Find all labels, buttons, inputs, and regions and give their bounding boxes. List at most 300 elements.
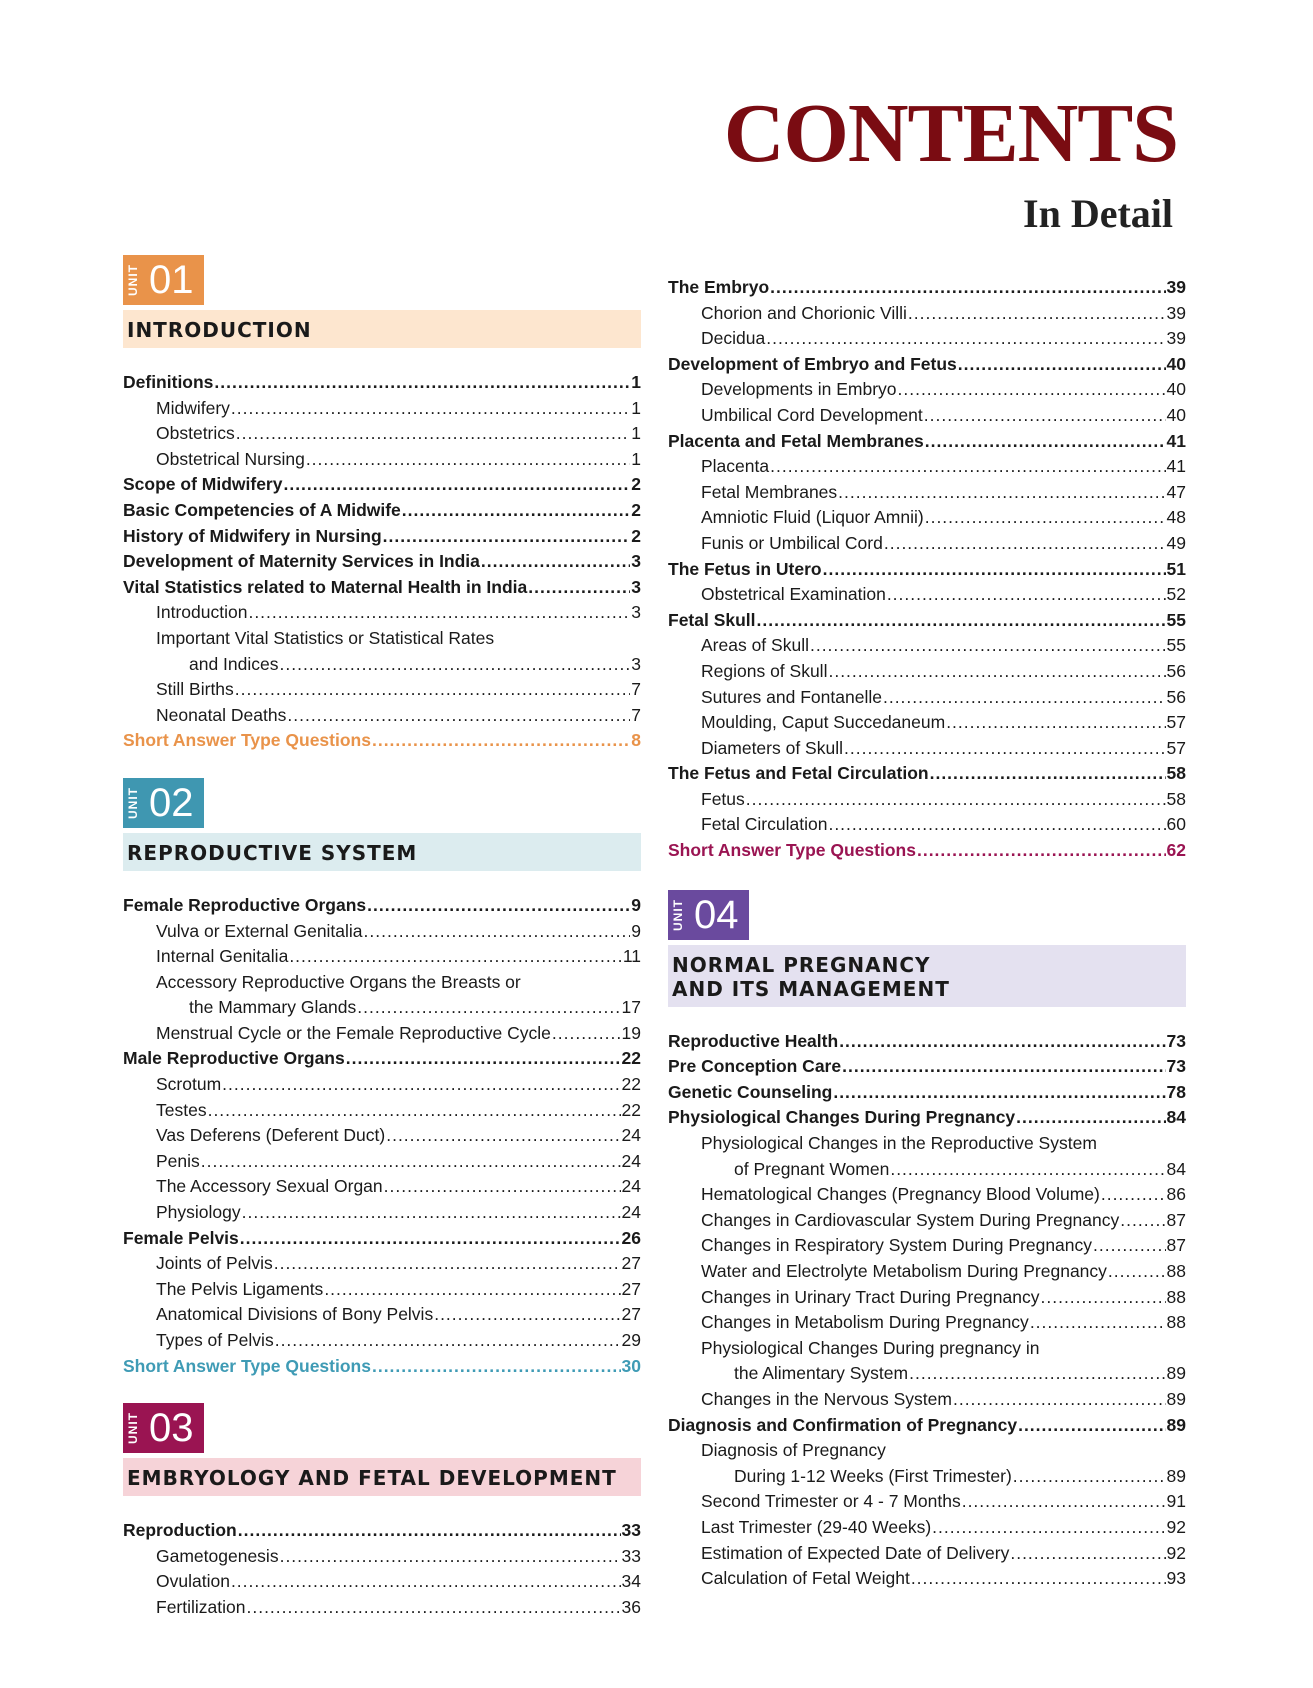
toc-entry[interactable] (123, 1569, 641, 1595)
toc-entry[interactable] (123, 549, 641, 575)
toc-entry-title: Changes in Metabolism During Pregnancy (701, 1312, 1029, 1333)
toc-entry[interactable] (123, 447, 641, 473)
toc-entry[interactable] (123, 1328, 641, 1354)
toc-entry[interactable] (668, 633, 1186, 659)
toc-entry-title: the Alimentary System (734, 1363, 909, 1384)
toc-leader-dots (208, 1098, 621, 1124)
toc-entry[interactable] (668, 301, 1186, 327)
unit-entries (123, 1518, 641, 1620)
unit-title-bar (123, 1458, 641, 1496)
toc-page-number: 91 (1166, 1491, 1186, 1512)
toc-page-number: 2 (631, 499, 641, 520)
toc-entry[interactable] (123, 1354, 641, 1380)
toc-leader-dots (930, 761, 1166, 787)
toc-leader-dots (828, 659, 1165, 685)
unit-title-bar (668, 945, 1186, 1007)
unit-badge (123, 1403, 204, 1453)
toc-entry-title: Menstrual Cycle or the Female Reproductive Cycle (156, 1022, 551, 1043)
toc-entry-title: the Mammary Glands (189, 997, 357, 1018)
toc-leader-dots (280, 1544, 621, 1570)
unit-section (123, 778, 641, 1379)
toc-entry-title: Important Vital Statistics or Statistical Rates (156, 627, 495, 648)
toc-entry[interactable] (668, 403, 1186, 429)
toc-entry[interactable] (668, 812, 1186, 838)
toc-leader-dots (201, 1149, 621, 1175)
toc-page-number: 11 (622, 946, 641, 967)
toc-page-number: 86 (1166, 1184, 1186, 1205)
toc-entry[interactable] (668, 1029, 1186, 1055)
toc-entry[interactable] (123, 396, 641, 422)
toc-leader-dots (346, 1046, 621, 1072)
toc-entry[interactable] (123, 1098, 641, 1124)
toc-entry[interactable] (123, 1149, 641, 1175)
toc-leader-dots (1101, 1182, 1166, 1208)
toc-entry-title: Estimation of Expected Date of Delivery (701, 1542, 1010, 1563)
toc-leader-dots (770, 454, 1165, 480)
toc-entry[interactable] (123, 1021, 641, 1047)
toc-leader-dots (766, 326, 1165, 352)
toc-entry-title: Physiological Changes During Pregnancy (668, 1107, 1016, 1128)
toc-page-number: 1 (631, 448, 641, 469)
unit-label: UNIT (671, 898, 685, 931)
unit-badge (123, 255, 204, 305)
toc-page-number: 87 (1166, 1209, 1186, 1230)
toc-leader-dots (383, 524, 631, 550)
toc-entry[interactable] (668, 1157, 1186, 1183)
toc-entry-title: Accessory Reproductive Organs the Breasts or (156, 971, 521, 992)
toc-page-number: 73 (1166, 1030, 1186, 1051)
toc-leader-dots (844, 736, 1166, 762)
toc-leader-dots (828, 812, 1165, 838)
toc-entry-title: Amniotic Fluid (Liquor Amnii) (701, 507, 924, 528)
toc-leader-dots (810, 633, 1166, 659)
toc-entry[interactable] (668, 1233, 1186, 1259)
toc-entry[interactable] (123, 1226, 641, 1252)
toc-page-number: 24 (621, 1202, 641, 1223)
toc-entry-title: Testes (156, 1099, 207, 1120)
toc-leader-dots (823, 557, 1166, 583)
toc-entry-title: During 1-12 Weeks (First Trimester) (734, 1465, 1012, 1486)
toc-entry-title: The Fetus and Fetal Circulation (668, 763, 929, 784)
toc-entry-title: Female Reproductive Organs (123, 894, 367, 915)
toc-leader-dots (481, 549, 630, 575)
toc-entry[interactable] (668, 557, 1186, 583)
toc-entry-title: Placenta and Fetal Membranes (668, 430, 924, 451)
toc-entry[interactable] (668, 1515, 1186, 1541)
toc-page-number: 24 (621, 1176, 641, 1197)
contents-column-right (668, 275, 1186, 1616)
toc-entry-title: Calculation of Fetal Weight (701, 1568, 910, 1589)
toc-page-number: 1 (631, 423, 641, 444)
toc-page-number: 7 (631, 679, 641, 700)
toc-page-number: 92 (1166, 1542, 1186, 1563)
unit-title: REPRODUCTIVE SYSTEM (127, 840, 418, 865)
toc-entry[interactable] (123, 1251, 641, 1277)
toc-page-number: 57 (1166, 712, 1186, 733)
toc-entry[interactable] (123, 1518, 641, 1544)
unit-section (123, 1403, 641, 1620)
toc-page-number: 48 (1166, 507, 1186, 528)
toc-entry-title: Short Answer Type Questions (123, 730, 371, 751)
toc-entry-title: Moulding, Caput Succedaneum (701, 712, 946, 733)
unit-entries (123, 893, 641, 1379)
toc-leader-dots (289, 944, 622, 970)
toc-page-number: 3 (631, 551, 641, 572)
toc-entry-title: Neonatal Deaths (156, 704, 287, 725)
toc-leader-dots (1013, 1464, 1166, 1490)
toc-page-number: 9 (631, 920, 641, 941)
toc-leader-dots (746, 787, 1166, 813)
toc-leader-dots (372, 728, 630, 754)
unit-label: UNIT (126, 264, 140, 296)
toc-leader-dots (909, 1361, 1165, 1387)
toc-entry-title: Fertilization (156, 1596, 246, 1617)
toc-entry-title: Water and Electrolyte Metabolism During Pregnancy (701, 1261, 1107, 1281)
toc-page-number: 88 (1166, 1261, 1186, 1281)
toc-entry-title: Changes in the Nervous System (701, 1388, 952, 1409)
toc-entry[interactable] (668, 1054, 1186, 1080)
toc-entry[interactable] (123, 919, 641, 945)
toc-page-number: 55 (1166, 635, 1186, 656)
toc-page-number: 40 (1166, 404, 1186, 425)
toc-entry-title: Umbilical Cord Development (701, 404, 923, 425)
toc-entry[interactable] (123, 1595, 641, 1621)
toc-leader-dots (528, 575, 630, 601)
toc-page-number: 40 (1166, 353, 1186, 374)
toc-entry-title: Types of Pelvis (156, 1330, 274, 1350)
toc-leader-dots (958, 352, 1166, 378)
toc-leader-dots (925, 429, 1166, 455)
toc-page-number: 57 (1166, 737, 1186, 758)
toc-entry[interactable] (123, 944, 641, 970)
toc-page-number: 19 (621, 1022, 641, 1043)
toc-page-number: 89 (1166, 1414, 1186, 1435)
toc-entry-title: Changes in Cardiovascular System During Pregnancy (701, 1209, 1120, 1230)
toc-entry[interactable] (668, 531, 1186, 557)
toc-entry[interactable] (668, 326, 1186, 352)
toc-leader-dots (434, 1302, 620, 1328)
unit-title: INTRODUCTION (127, 318, 312, 342)
toc-leader-dots (384, 1174, 621, 1200)
toc-entry[interactable] (668, 1361, 1186, 1387)
toc-entry-title: Placenta (701, 456, 770, 477)
toc-entry[interactable] (123, 970, 641, 996)
toc-page-number: 22 (621, 1099, 641, 1120)
unit-title-bar (123, 833, 641, 871)
toc-leader-dots (757, 608, 1166, 634)
unit-entries (123, 370, 641, 754)
toc-page-number: 24 (621, 1125, 641, 1146)
toc-entry-title: Obstetrics (156, 423, 235, 444)
toc-page-number: 58 (1166, 788, 1186, 809)
toc-entry[interactable] (668, 429, 1186, 455)
toc-leader-dots (248, 600, 630, 626)
toc-entry[interactable] (123, 524, 641, 550)
toc-entry[interactable] (668, 1566, 1186, 1592)
toc-page-number: 29 (621, 1330, 641, 1350)
toc-entry[interactable] (668, 736, 1186, 762)
toc-page-number: 40 (1166, 379, 1186, 400)
page-title: CONTENTS (723, 87, 1178, 180)
toc-entry-title: Still Births (156, 679, 234, 700)
toc-page-number: 41 (1166, 430, 1186, 451)
toc-entry[interactable] (668, 1387, 1186, 1413)
toc-entry[interactable] (123, 1544, 641, 1570)
toc-entry[interactable] (123, 893, 641, 919)
unit-badge (668, 890, 749, 940)
toc-page-number: 39 (1166, 277, 1186, 297)
toc-entry[interactable] (668, 352, 1186, 378)
toc-leader-dots (917, 838, 1166, 864)
toc-entry[interactable] (668, 1131, 1186, 1157)
toc-entry[interactable] (668, 608, 1186, 634)
toc-entry-title: Second Trimester or 4 - 7 Months (701, 1491, 961, 1512)
toc-entry[interactable] (668, 685, 1186, 711)
toc-entry-title: Midwifery (156, 397, 230, 418)
toc-leader-dots (924, 403, 1166, 429)
toc-leader-dots (883, 685, 1166, 711)
toc-leader-dots (367, 893, 630, 919)
toc-entry-title: Changes in Respiratory System During Pregnancy (701, 1235, 1093, 1256)
toc-page-number: 34 (621, 1571, 641, 1592)
toc-entry[interactable] (668, 1336, 1186, 1362)
toc-entry[interactable] (668, 454, 1186, 480)
toc-entry[interactable] (123, 677, 641, 703)
toc-entry[interactable] (668, 1464, 1186, 1490)
unit-title: AND ITS MANAGEMENT (672, 976, 950, 1001)
contents-column-left (123, 255, 641, 1645)
toc-entry[interactable] (123, 1200, 641, 1226)
toc-leader-dots (283, 472, 630, 498)
unit-section (123, 255, 641, 754)
toc-leader-dots (1018, 1413, 1165, 1439)
toc-entry[interactable] (123, 575, 641, 601)
toc-entry-title: The Accessory Sexual Organ (156, 1176, 383, 1197)
toc-entry[interactable] (668, 1489, 1186, 1515)
toc-entry-title: Fetal Skull (668, 609, 756, 630)
toc-entry-title: History of Midwifery in Nursing (123, 525, 382, 546)
toc-entry[interactable] (123, 1072, 641, 1098)
unit-section (668, 890, 1186, 1592)
toc-leader-dots (364, 919, 631, 945)
toc-entry-title: Internal Genitalia (156, 946, 289, 967)
toc-entry-title: Female Pelvis (123, 1227, 239, 1248)
toc-entry-title: Developments in Embryo (701, 379, 897, 400)
unit-title-bar (123, 310, 641, 348)
toc-page-number: 2 (631, 474, 641, 495)
toc-entry[interactable] (668, 480, 1186, 506)
toc-page-number: 33 (621, 1520, 641, 1541)
toc-leader-dots (274, 1251, 621, 1277)
toc-entry-title: Vas Deferens (Deferent Duct) (156, 1125, 386, 1146)
toc-leader-dots (932, 1515, 1165, 1541)
toc-page-number: 56 (1166, 660, 1186, 681)
toc-entry[interactable] (668, 275, 1186, 301)
toc-entry-title: Areas of Skull (701, 635, 809, 656)
toc-entry[interactable] (668, 1182, 1186, 1208)
toc-entry[interactable] (668, 1208, 1186, 1234)
toc-leader-dots (231, 1569, 621, 1595)
toc-page-number: 3 (631, 653, 641, 674)
toc-leader-dots (357, 995, 620, 1021)
toc-leader-dots (1010, 1541, 1165, 1567)
toc-entry[interactable] (668, 1310, 1186, 1336)
toc-leader-dots (838, 480, 1165, 506)
toc-entry[interactable] (123, 703, 641, 729)
toc-entry[interactable] (668, 761, 1186, 787)
toc-entry[interactable] (123, 1174, 641, 1200)
toc-entry-title: Development of Maternity Services in India (123, 551, 480, 572)
toc-entry[interactable] (668, 1259, 1186, 1285)
toc-page-number: 73 (1166, 1056, 1186, 1077)
toc-entry-title: Funis or Umbilical Cord (701, 532, 883, 553)
toc-entry-title: Pre Conception Care (668, 1056, 842, 1077)
toc-page-number: 92 (1166, 1516, 1186, 1537)
toc-entry-title: and Indices (189, 653, 279, 674)
toc-entry-title: Last Trimester (29-40 Weeks) (701, 1516, 932, 1537)
toc-entry-title: Basic Competencies of A Midwife (123, 499, 401, 520)
toc-entry-title: of Pregnant Women (734, 1158, 890, 1179)
toc-entry[interactable] (668, 1080, 1186, 1106)
toc-entry[interactable] (668, 1438, 1186, 1464)
toc-entry[interactable] (668, 838, 1186, 864)
toc-entry-title: The Fetus in Utero (668, 558, 822, 579)
toc-entry[interactable] (668, 1105, 1186, 1131)
toc-leader-dots (402, 498, 630, 524)
toc-leader-dots (1041, 1285, 1166, 1311)
toc-entry[interactable] (123, 728, 641, 754)
toc-entry-title: Hematological Changes (Pregnancy Blood Volume) (701, 1184, 1100, 1205)
toc-entry-title: Penis (156, 1150, 200, 1171)
toc-leader-dots (222, 1072, 620, 1098)
toc-entry-title: Physiology (156, 1202, 241, 1223)
toc-entry-title: Reproduction (123, 1520, 237, 1541)
toc-leader-dots (842, 1054, 1165, 1080)
toc-leader-dots (324, 1277, 620, 1303)
toc-entry-title: The Pelvis Ligaments (156, 1278, 324, 1299)
toc-page-number: 84 (1166, 1158, 1186, 1179)
toc-entry[interactable] (123, 1123, 641, 1149)
toc-page-number: 56 (1166, 686, 1186, 707)
toc-entry[interactable] (123, 652, 641, 678)
toc-entry[interactable] (668, 1413, 1186, 1439)
toc-page-number: 47 (1166, 481, 1186, 502)
unit-badge (123, 778, 204, 828)
toc-leader-dots (1093, 1233, 1166, 1259)
toc-entry[interactable] (668, 377, 1186, 403)
toc-entry-title: Joints of Pelvis (156, 1253, 273, 1274)
toc-entry-title: Ovulation (156, 1571, 230, 1592)
unit-title: EMBRYOLOGY AND FETAL DEVELOPMENT (127, 1466, 617, 1491)
toc-entry-title: Scrotum (156, 1074, 222, 1095)
toc-page-number: 58 (1166, 763, 1186, 784)
toc-leader-dots (236, 421, 630, 447)
toc-entry-title: Short Answer Type Questions (123, 1355, 371, 1376)
toc-page-number: 49 (1166, 532, 1186, 553)
toc-page-number: 39 (1166, 328, 1186, 349)
toc-entry[interactable] (123, 1277, 641, 1303)
toc-page-number: 8 (631, 730, 641, 751)
toc-page-number: 1 (631, 397, 641, 418)
toc-entry-title: Obstetrical Nursing (156, 448, 305, 469)
toc-page-number: 22 (621, 1074, 641, 1095)
toc-page-number: 36 (621, 1596, 641, 1617)
toc-leader-dots (552, 1021, 621, 1047)
toc-entry-title: Physiological Changes in the Reproductive System (701, 1133, 1097, 1154)
toc-entry-title: Genetic Counseling (668, 1081, 833, 1102)
toc-entry[interactable] (668, 1285, 1186, 1311)
toc-leader-dots (242, 1200, 621, 1226)
toc-leader-dots (235, 677, 630, 703)
toc-entry-title: Sutures and Fontanelle (701, 686, 882, 707)
toc-page-number: 27 (621, 1304, 641, 1325)
toc-leader-dots (372, 1354, 621, 1380)
toc-entry[interactable] (123, 1046, 641, 1072)
toc-leader-dots (275, 1328, 621, 1354)
toc-entry-title: Anatomical Divisions of Bony Pelvis (156, 1304, 434, 1325)
toc-page-number: 41 (1166, 456, 1186, 477)
toc-entry[interactable] (668, 659, 1186, 685)
toc-entry[interactable] (668, 1541, 1186, 1567)
toc-entry[interactable] (123, 600, 641, 626)
toc-entry[interactable] (123, 370, 641, 396)
toc-page-number: 89 (1166, 1388, 1186, 1409)
toc-entry[interactable] (123, 626, 641, 652)
toc-entry[interactable] (668, 582, 1186, 608)
toc-page-number: 30 (621, 1355, 641, 1376)
toc-page-number: 89 (1166, 1363, 1186, 1384)
toc-entry[interactable] (668, 710, 1186, 736)
toc-leader-dots (908, 301, 1166, 327)
toc-entry[interactable] (123, 472, 641, 498)
toc-page-number: 89 (1166, 1465, 1186, 1486)
toc-page-number: 52 (1166, 584, 1186, 605)
unit-number: 03 (149, 1406, 194, 1451)
toc-entry-title: Obstetrical Examination (701, 584, 886, 605)
toc-leader-dots (1120, 1208, 1165, 1234)
toc-entry-title: The Embryo (668, 277, 770, 297)
toc-leader-dots (953, 1387, 1166, 1413)
toc-leader-dots (231, 396, 630, 422)
toc-page-number: 2 (631, 525, 641, 546)
toc-leader-dots (962, 1489, 1166, 1515)
toc-leader-dots (306, 447, 630, 473)
toc-page-number: 9 (631, 894, 641, 915)
toc-entry[interactable] (123, 421, 641, 447)
toc-leader-dots (887, 582, 1166, 608)
toc-page-number: 62 (1166, 840, 1186, 861)
toc-leader-dots (839, 1029, 1165, 1055)
toc-page-number: 93 (1166, 1568, 1186, 1589)
toc-entry[interactable] (123, 995, 641, 1021)
toc-page-number: 22 (621, 1048, 641, 1069)
toc-page-number: 88 (1166, 1286, 1186, 1307)
toc-page-number: 78 (1166, 1081, 1186, 1102)
toc-leader-dots (214, 370, 630, 396)
toc-leader-dots (1030, 1310, 1166, 1336)
toc-entry[interactable] (668, 787, 1186, 813)
toc-leader-dots (770, 275, 1165, 301)
toc-leader-dots (946, 710, 1165, 736)
toc-entry[interactable] (668, 505, 1186, 531)
toc-page-number: 1 (631, 372, 641, 392)
toc-entry[interactable] (123, 498, 641, 524)
toc-entry[interactable] (123, 1302, 641, 1328)
unit-number: 02 (149, 780, 194, 825)
toc-entry-title: Decidua (701, 328, 766, 349)
toc-page-number: 60 (1166, 814, 1186, 835)
toc-page-number: 33 (621, 1545, 641, 1566)
